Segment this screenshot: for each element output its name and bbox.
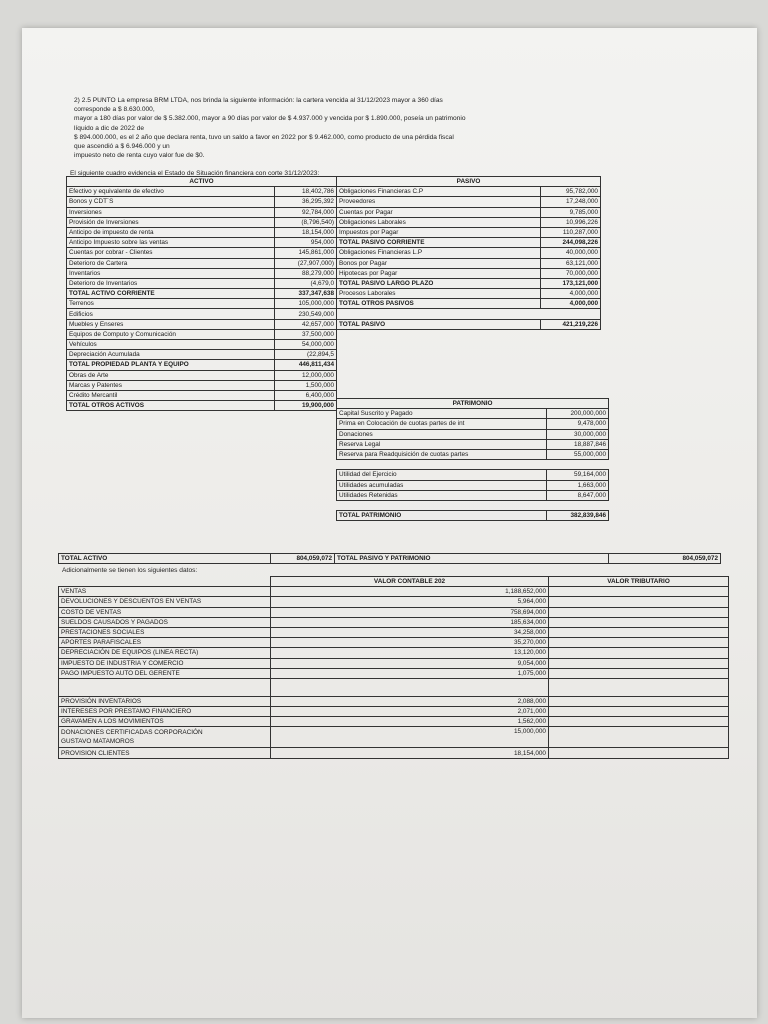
table-row: Obligaciones Laborales 10,996,226 [337, 217, 601, 227]
total-row: TOTAL PASIVO LARGO PLAZO 173,121,000 [337, 278, 601, 288]
table-row: GRAVAMEN A LOS MOVIMIENTOS 1,562,000 [59, 717, 729, 727]
tributario-cell [549, 627, 729, 637]
table-row: Obligaciones Financieras L.P 40,000,000 [337, 248, 601, 258]
table-row: VENTAS 1,188,652,000 [59, 587, 729, 597]
tributario-cell [549, 696, 729, 706]
table-row: Obras de Arte 12,000,000 [67, 370, 337, 380]
table-row: SUELDOS CAUSADOS Y PAGADOS 185,634,000 [59, 617, 729, 627]
table-row: Deterioro de Inventarios (4,679,0 [67, 278, 337, 288]
intro-text [74, 96, 614, 160]
intro-line: impuesto neto de renta cuyo valor fue de $0. [74, 152, 205, 160]
table-row: Equipos de Computo y Comunicación 37,500,000 [67, 329, 337, 339]
activo-header: ACTIVO [67, 177, 337, 187]
pasivo-header: PASIVO [337, 177, 601, 187]
table-row: Marcas y Patentes 1,500,000 [67, 380, 337, 390]
table-row: Crédito Mercantil 6,400,000 [67, 390, 337, 400]
total-row: TOTAL ACTIVO CORRIENTE 337,347,638 [67, 289, 337, 299]
table-row: DEVOLUCIONES Y DESCUENTOS EN VENTAS 5,964,000 [59, 597, 729, 607]
table-row: Capital Suscrito y Pagado 200,000,000 [337, 409, 609, 419]
table-row: Muebles y Enseres 42,657,000 [67, 319, 337, 329]
total-activo-label: TOTAL ACTIVO [59, 554, 271, 564]
table-row: PAGO IMPUESTO AUTO DEL GERENTE 1,075,000 [59, 668, 729, 678]
datos-caption: Adicionalmente se tienen los siguientes datos: [62, 567, 198, 574]
total-row: TOTAL PROPIEDAD PLANTA Y EQUIPO 446,811,434 [67, 360, 337, 370]
table-row: Impuestos por Pagar 110,287,000 [337, 227, 601, 237]
col-valor-tributario: VALOR TRIBUTARIO [549, 577, 729, 587]
col-valor-contable: VALOR CONTABLE 202 [271, 577, 549, 587]
table-row: Reserva Legal 18,887,846 [337, 439, 609, 449]
intro-line: $ 894.000.000, es el 2 año que declara renta, tuvo un saldo a favor en 2022 por $ 9.462.000, como producto de una pérdida fiscal [74, 133, 454, 141]
table-row: DEPRECIACIÓN DE EQUIPOS (LINEA RECTA) 13,120,000 [59, 648, 729, 658]
intro-line: que ascendió a $ 6.946.000 y un [74, 143, 170, 151]
table-row: Utilidades Retenidas 8,647,000 [337, 490, 609, 500]
pasivo-table [336, 176, 601, 330]
tributario-cell [549, 648, 729, 658]
total-row: TOTAL OTROS PASIVOS 4,000,000 [337, 299, 601, 309]
tributario-cell [549, 748, 729, 758]
table-row: Bonos por Pagar 63,121,000 [337, 258, 601, 268]
table-row: Inversiones 92,784,000 [67, 207, 337, 217]
table-row: Obligaciones Financieras C.P 95,782,000 [337, 187, 601, 197]
table-row: Edificios 230,549,000 [67, 309, 337, 319]
table-row: DONACIONES CERTIFICADAS CORPORACIÓN GUSTAVO MATAMOROS 15,000,000 [59, 727, 729, 748]
table-row: Anticipo de impuesto de renta 18,154,000 [67, 227, 337, 237]
tributario-cell [549, 587, 729, 597]
table-row: Hipotecas por Pagar 70,000,000 [337, 268, 601, 278]
table-row: Terrenos 105,000,000 [67, 299, 337, 309]
totals-row [58, 553, 721, 564]
table-row: Vehículos 54,000,000 [67, 340, 337, 350]
table-row: PROVISION CLIENTES 18,154,000 [59, 748, 729, 758]
intro-line: mayor a 180 días por valor de $ 5.382.000, mayor a 90 días por valor de $ 4.937.000 y vencida por $ 1.890.000, poseía un patrimonio [74, 115, 466, 123]
total-row: TOTAL PASIVO CORRIENTE 244,098,226 [337, 238, 601, 248]
table-row: PROVISIÓN INVENTARIOS 2,088,000 [59, 696, 729, 706]
tributario-cell [549, 607, 729, 617]
table-row: PRESTACIONES SOCIALES 34,258,000 [59, 627, 729, 637]
total-row: TOTAL PASIVO 421,219,226 [337, 319, 601, 329]
table-row: Inventarios 88,279,000 [67, 268, 337, 278]
table-row: INTERESES POR PRESTAMO FINANCIERO 2,071,000 [59, 707, 729, 717]
patrimonio-header: PATRIMONIO [337, 399, 609, 409]
total-pasivo-patrimonio-label: TOTAL PASIVO Y PATRIMONIO [335, 554, 609, 564]
intro-line: corresponde a $ 8.630.000, [74, 106, 155, 114]
table-row: Anticipo Impuesto sobre las ventas 954,000 [67, 238, 337, 248]
tributario-cell [549, 638, 729, 648]
total-activo-value: 804,059,072 [271, 554, 335, 564]
tributario-cell [549, 658, 729, 668]
tributario-cell [549, 617, 729, 627]
tributario-cell [549, 717, 729, 727]
balance-caption: El siguiente cuadro evidencia el Estado de Situación financiera con corte 31/12/2023: [70, 170, 320, 177]
total-row: TOTAL OTROS ACTIVOS 19,900,000 [67, 401, 337, 411]
table-row: Provisión de Inversiones (8,796,540) [67, 217, 337, 227]
table-row: Reserva para Readquisición de cuotas partes 55,000,000 [337, 449, 609, 459]
table-row: Efectivo y equivalente de efectivo 18,402,786 [67, 187, 337, 197]
tributario-cell [549, 668, 729, 678]
table-row: Cuentas por Pagar 9,785,000 [337, 207, 601, 217]
activo-table [66, 176, 337, 411]
total-pasivo-patrimonio-value: 804,059,072 [609, 554, 721, 564]
table-row: Procesos Laborales 4,000,000 [337, 289, 601, 299]
table-row: COSTO DE VENTAS 758,694,000 [59, 607, 729, 617]
table-row: Deterioro de Cartera (27,907,000) [67, 258, 337, 268]
table-row: APORTES PARAFISCALES 35,270,000 [59, 638, 729, 648]
tributario-cell [549, 727, 729, 748]
tributario-cell [549, 707, 729, 717]
total-row: TOTAL PATRIMONIO 382,839,846 [337, 511, 609, 521]
table-row: IMPUESTO DE INDUSTRIA Y COMERCIO 9,054,000 [59, 658, 729, 668]
intro-line: líquido a dic de 2022 de [74, 124, 145, 132]
patrimonio-table [336, 398, 609, 521]
intro-line: 2) 2.5 PUNTO La empresa BRM LTDA, nos brinda la siguiente información: la cartera vencida al 31/12/2023 mayor a 360 días [74, 97, 443, 104]
table-row: Cuentas por cobrar - Clientes 145,861,000 [67, 248, 337, 258]
table-row: Utilidades acumuladas 1,663,000 [337, 480, 609, 490]
table-row: Utilidad del Ejercicio 59,164,000 [337, 470, 609, 480]
table-row: Donaciones 30,000,000 [337, 429, 609, 439]
table-row: Proveedores 17,248,000 [337, 197, 601, 207]
table-row: Depreciación Acumulada (22,894,5 [67, 350, 337, 360]
table-row: Prima en Colocación de cuotas partes de int 9,478,000 [337, 419, 609, 429]
table-row: Bonos y CDT´S 36,295,392 [67, 197, 337, 207]
datos-table [58, 576, 729, 759]
tributario-cell [549, 597, 729, 607]
